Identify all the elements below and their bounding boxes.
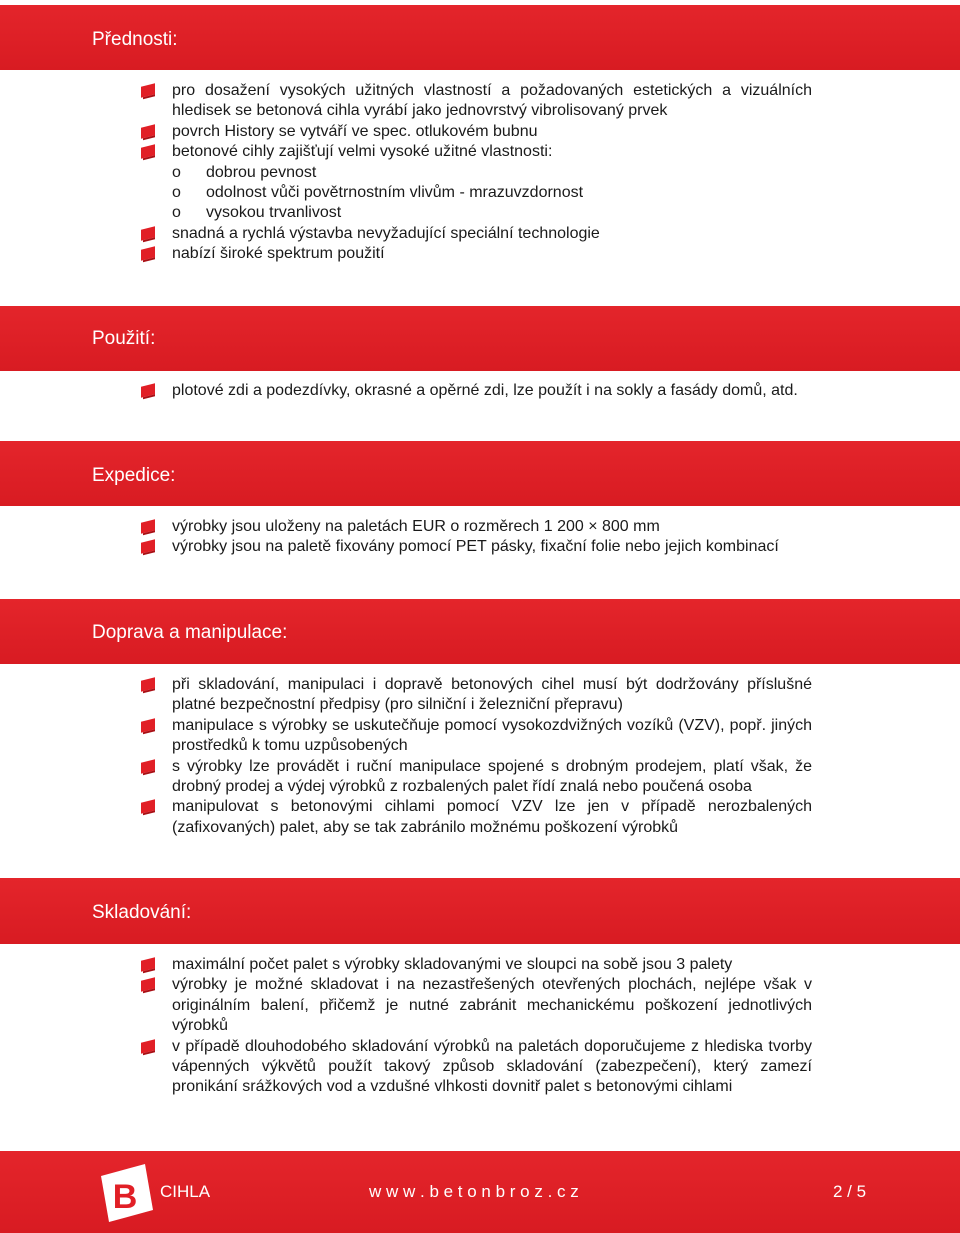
list-item [140,955,812,975]
list-item-text: pro dosažení vysokých užitných vlastností a požadovaných estetických a vizuálních hledisek se betonová cihla vyrábí jako jednovrstvý vibrolisovaný prvek [172,82,812,120]
section-title: Doprava a manipulace: [92,622,288,643]
list-item-text: při skladování, manipulaci i dopravě betonových cihel musí být dodržovány příslušné platné bezpečnostní předpisy (pro silniční i železniční přepravu) [172,676,812,714]
list-item-text: nabízí široké spektrum použití [172,245,385,263]
list-item [140,797,812,838]
section-title: Použití: [92,328,156,349]
list-item [140,716,812,757]
list-item-text: dobrou pevnost [206,163,317,181]
logo-letter: B [112,1178,138,1216]
red-bullet-icon [141,226,155,240]
red-bullet-icon [141,677,155,691]
section-header-skladovani [0,878,960,944]
section-header-doprava [0,599,960,664]
red-bullet-icon [141,957,155,971]
circle-bullet-marker: o [172,184,181,202]
list-item [140,224,812,244]
sub-list-item [140,163,812,183]
red-bullet-icon [141,800,155,814]
list-item [140,142,812,162]
footer-product: CIHLA [160,1182,211,1201]
red-bullet-icon [141,83,155,97]
section-list-doprava [140,675,812,838]
section-list-prednosti [140,81,812,265]
list-item-text: vysokou trvanlivost [206,204,342,222]
list-item [140,675,812,716]
red-bullet-icon [141,1039,155,1053]
red-bullet-icon [141,247,155,261]
section-header-expedice [0,441,960,506]
list-item-text: výrobky jsou na paletě fixovány pomocí PET pásky, fixační folie nebo jejich kombinací [172,538,779,556]
list-item [140,244,812,264]
red-bullet-icon [141,718,155,732]
list-item-text: v případě dlouhodobého skladování výrobků na paletách doporučujeme z hlediska tvorby vápenných výkvětů použít takový způsob skladování (zabezpečení), který zamezí pronikání srážkových vod a vzdušné vlhkosti dovnitř palet s betonovými cihlami [172,1037,812,1096]
list-item-text: povrch History se vytváří ve spec. otlukovém bubnu [172,122,538,140]
section-list-pouziti [140,381,812,401]
red-bullet-icon [141,519,155,533]
list-item [140,381,812,401]
list-item-text: betonové cihly zajišťují velmi vysoké užitné vlastnosti: [172,143,553,161]
circle-bullet-marker: o [172,163,181,181]
list-item-text: plotové zdi a podezdívky, okrasné a opěrné zdi, lze použít i na sokly a fasády domů, atd. [172,382,798,399]
list-item-text: odolnost vůči povětrnostním vlivům - mrazuvzdornost [206,184,584,202]
list-item [140,517,812,537]
red-bullet-icon [141,124,155,138]
list-item [140,975,812,1036]
section-title: Přednosti: [92,29,178,50]
list-item [140,122,812,142]
list-item-text: s výrobky lze provádět i ruční manipulace spojené s drobným prodejem, platí však, že drobný prodej a výdej výrobků z rozbalených palet řídí znalá nebo poučená osoba [172,757,812,796]
sub-list-item [140,183,812,203]
list-item-text: manipulace s výrobky se uskutečňuje pomocí vysokozdvižných vozíků (VZV), popř. jiných prostředků k tomu uzpůsobených [172,716,812,755]
list-item [140,1037,812,1098]
list-item-text: manipulovat s betonovými cihlami pomocí VZV lze jen v případě nerozbalených (zafixovaných) palet, aby se tak zabránilo možnému poškození výrobků [172,798,812,836]
footer-website[interactable]: w w w . b e t o n b r o z . c z [369,1182,579,1201]
footer-page-number: 2 / 5 [833,1182,867,1201]
list-item [140,537,812,557]
betonbroz-logo [95,1162,157,1224]
red-bullet-icon [141,144,155,158]
list-item-text: maximální počet palet s výrobky skladovanými ve sloupci na sobě jsou 3 palety [172,956,733,973]
list-item-text: výrobky je možné skladovat i na nezastřešených otevřených plochách, nejlépe však v originálním balení, přičemž je nutné zabránit mechanickému poškození jednotlivých výrobků [172,976,812,1035]
section-list-skladovani [140,955,812,1098]
sub-list-item [140,203,812,223]
section-header-pouziti [0,306,960,371]
section-header-prednosti [0,5,960,70]
section-title: Skladování: [92,902,192,923]
section-title: Expedice: [92,465,176,486]
section-list-expedice [140,517,812,558]
red-bullet-icon [141,759,155,773]
list-item [140,81,812,122]
red-bullet-icon [141,540,155,554]
circle-bullet-marker: o [172,204,181,222]
red-bullet-icon [141,383,155,397]
red-bullet-icon [141,978,155,992]
list-item-text: výrobky jsou uloženy na paletách EUR o rozměrech 1 200 × 800 mm [172,518,660,535]
list-item [140,757,812,798]
list-item-text: snadná a rychlá výstavba nevyžadující speciální technologie [172,224,600,242]
